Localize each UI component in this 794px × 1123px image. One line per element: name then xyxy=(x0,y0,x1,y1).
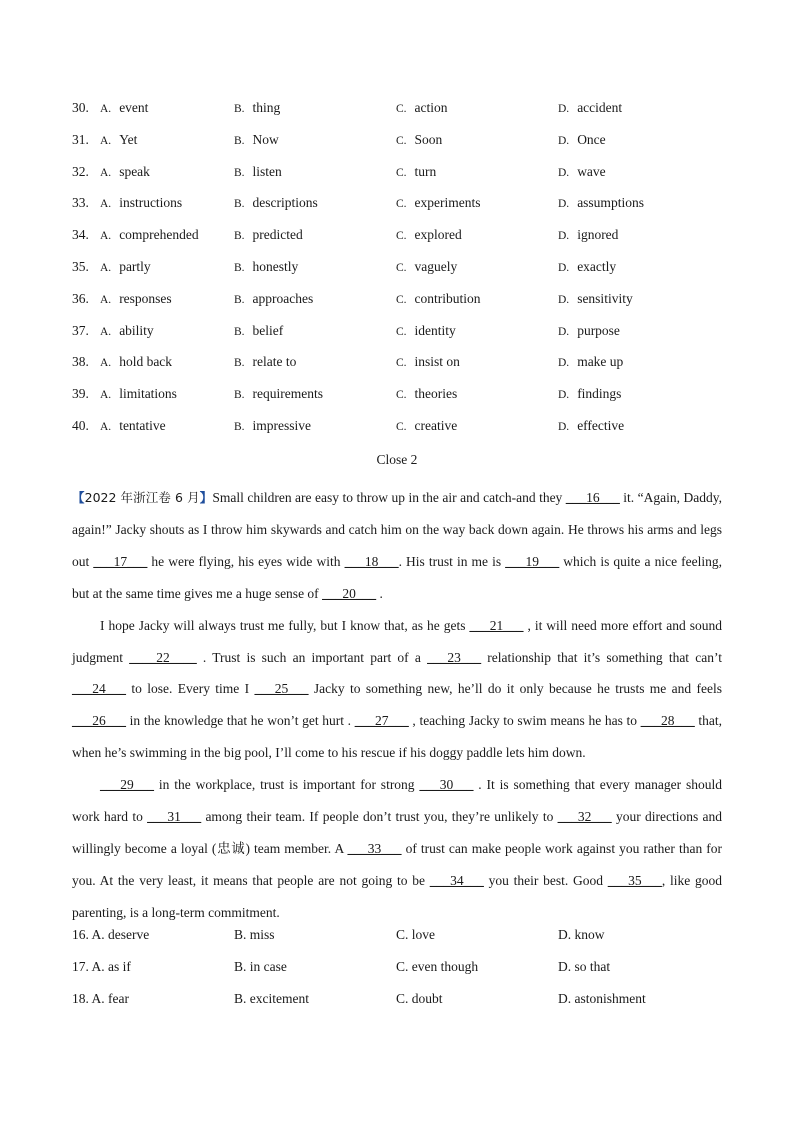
option-text: Once xyxy=(577,131,606,147)
answer-option-row xyxy=(72,927,732,959)
option-letter: D. xyxy=(558,230,570,243)
option-letter: C. xyxy=(396,230,407,243)
passage-text: I hope Jacky will always trust me fully, but I know that, as he gets xyxy=(100,617,470,633)
option-b xyxy=(234,418,311,434)
question-number: 32. xyxy=(72,163,89,179)
option-letter: D. xyxy=(558,103,570,115)
answer-blank: ___26___ xyxy=(72,713,126,729)
option-letter: B. xyxy=(234,261,245,274)
option-letter: C. xyxy=(396,261,407,274)
option-letter: A. xyxy=(100,198,112,211)
option-text: limitations xyxy=(119,386,177,402)
option-row xyxy=(72,259,732,291)
answer-blank: ___21___ xyxy=(469,617,524,633)
option-c xyxy=(396,386,457,402)
answer-blank: ___31___ xyxy=(147,809,202,825)
option-b xyxy=(234,323,283,339)
passage-text: . It is something that every manager should work hard to xyxy=(72,777,722,825)
option-letter: D. xyxy=(558,293,570,306)
question-number: 38. xyxy=(72,354,89,370)
option-a xyxy=(100,291,172,307)
option-text: Now xyxy=(252,131,279,147)
answer-blank: ___35___ xyxy=(607,872,662,888)
passage-text: , teaching Jacky to swim means he has to xyxy=(408,713,641,729)
option-a xyxy=(100,354,172,370)
question-number: 36. xyxy=(72,290,89,306)
option-text: Soon xyxy=(414,131,443,147)
option-text: action xyxy=(414,100,448,115)
answer-option-d: D. so that xyxy=(558,958,611,974)
option-letter: D. xyxy=(558,357,570,370)
option-row xyxy=(72,132,732,164)
option-letter: B. xyxy=(234,103,245,115)
option-text: relate to xyxy=(252,354,297,370)
answer-option-a: 18. A. fear xyxy=(72,990,129,1006)
option-letter: A. xyxy=(100,230,112,243)
option-text: event xyxy=(119,100,149,115)
option-d xyxy=(558,323,620,339)
option-b xyxy=(234,291,313,307)
option-text: listen xyxy=(252,163,282,179)
option-letter: C. xyxy=(396,103,407,115)
options-table-30-40 xyxy=(72,100,732,450)
answer-blank: ___32___ xyxy=(557,809,612,825)
option-row xyxy=(72,323,732,355)
option-text: vaguely xyxy=(414,258,458,274)
passage-text: , it will need more effort and sound judgment xyxy=(72,617,722,665)
answer-blank: ___18___ xyxy=(344,553,399,569)
option-c xyxy=(396,418,457,434)
answer-option-a: 16. A. deserve xyxy=(72,927,150,942)
option-text: ignored xyxy=(577,227,619,243)
option-letter: D. xyxy=(558,166,570,179)
option-text: responses xyxy=(119,290,172,306)
option-text: effective xyxy=(577,417,625,433)
passage-text: Jacky to something new, he’ll do it only because he trusts me and feels xyxy=(308,681,722,697)
option-letter: D. xyxy=(558,261,570,274)
passage-text: . His trust in me is xyxy=(398,553,506,569)
option-d xyxy=(558,195,644,211)
answer-blank: ____22____ xyxy=(129,649,197,665)
option-letter: B. xyxy=(234,230,245,243)
option-d xyxy=(558,291,633,307)
option-a xyxy=(100,100,148,116)
option-letter: A. xyxy=(100,134,112,147)
option-c xyxy=(396,132,442,148)
option-text: impressive xyxy=(252,417,312,433)
option-text: instructions xyxy=(119,195,183,211)
option-d xyxy=(558,100,622,116)
option-a xyxy=(100,227,199,243)
passage-text: . Trust is such an important part of a xyxy=(196,649,428,665)
option-letter: A. xyxy=(100,420,112,433)
paragraph-1-text xyxy=(72,490,722,601)
option-c xyxy=(396,354,460,370)
answer-blank: ___16___ xyxy=(565,490,620,505)
option-c xyxy=(396,100,448,116)
option-text: Yet xyxy=(119,131,138,147)
answer-blank: ___33___ xyxy=(347,840,402,856)
question-number: 33. xyxy=(72,195,89,211)
option-letter: B. xyxy=(234,420,245,433)
option-text: hold back xyxy=(119,354,173,370)
option-text: ability xyxy=(119,322,154,338)
option-text: theories xyxy=(414,386,458,402)
option-letter: C. xyxy=(396,293,407,306)
passage-text: it. “Again, Daddy, again!” Jacky shouts as I throw him skywards and catch him on the way back down again. He throws his arms and legs out xyxy=(72,490,722,569)
option-text: insist on xyxy=(414,354,460,370)
option-text: speak xyxy=(119,163,150,179)
option-letter: C. xyxy=(396,420,407,433)
option-a xyxy=(100,132,137,148)
answer-blank: ___17___ xyxy=(93,553,148,569)
answer-option-d: D. astonishment xyxy=(558,990,646,1006)
option-c xyxy=(396,259,457,275)
answer-blank: ___20___ xyxy=(322,585,377,601)
option-text: purpose xyxy=(577,322,620,338)
question-number: 30. xyxy=(72,100,89,115)
option-letter: A. xyxy=(100,103,112,115)
option-letter: B. xyxy=(234,166,245,179)
option-row xyxy=(72,100,732,132)
passage-text: among their team. If people don’t trust you, they’re unlikely to xyxy=(201,809,558,825)
answer-blank: ___25___ xyxy=(254,681,309,697)
answer-blank: ___27___ xyxy=(354,713,409,729)
option-letter: B. xyxy=(234,357,245,370)
option-text: requirements xyxy=(252,386,324,402)
option-text: honestly xyxy=(252,258,299,274)
option-text: sensitivity xyxy=(577,290,633,306)
option-c xyxy=(396,291,481,307)
option-text: comprehended xyxy=(119,227,199,243)
section-title: Close 2 xyxy=(376,452,418,467)
answer-blank: ___30___ xyxy=(419,777,474,793)
option-text: predicted xyxy=(252,227,303,243)
answer-blank: ___28___ xyxy=(640,713,695,729)
option-c xyxy=(396,164,436,180)
passage-text: that, when he’s swimming in the big pool, I’ll come to his rescue if his doggy paddle lets him down. xyxy=(72,713,722,761)
option-row xyxy=(72,291,732,323)
option-text: make up xyxy=(577,354,624,370)
question-number: 34. xyxy=(72,227,89,243)
option-row xyxy=(72,227,732,259)
passage-text: in the knowledge that he won’t get hurt . xyxy=(126,713,355,729)
passage-text: which is quite a nice feeling, but at the same time gives me a huge sense of xyxy=(72,553,722,601)
option-text: contribution xyxy=(414,290,481,306)
answer-option-c: C. love xyxy=(396,927,435,942)
answer-option-d: D. know xyxy=(558,927,605,942)
answer-option-b: B. in case xyxy=(234,958,287,974)
answer-blank: ___29___ xyxy=(100,777,154,793)
option-b xyxy=(234,259,298,275)
option-letter: A. xyxy=(100,166,112,179)
passage-text: , like good parenting, is a long-term commitment. xyxy=(72,872,722,920)
option-a xyxy=(100,386,177,402)
answer-option-b: B. miss xyxy=(234,927,275,942)
option-text: tentative xyxy=(119,417,166,433)
option-text: descriptions xyxy=(252,195,318,211)
option-a xyxy=(100,323,154,339)
option-letter: B. xyxy=(234,325,245,338)
answer-blank: ___34___ xyxy=(429,872,484,888)
passage-text: to lose. Every time I xyxy=(126,681,255,697)
option-letter: C. xyxy=(396,357,407,370)
passage-text: of trust can make people work against you rather than for you. At the very least, it means that people are not going to be xyxy=(72,840,722,888)
option-b xyxy=(234,386,323,402)
option-letter: A. xyxy=(100,325,112,338)
option-d xyxy=(558,132,606,148)
option-c xyxy=(396,323,456,339)
option-text: creative xyxy=(414,417,458,433)
option-letter: B. xyxy=(234,293,245,306)
option-d xyxy=(558,227,618,243)
passage-paragraph-2 xyxy=(72,610,722,770)
passage-text: . xyxy=(376,585,383,601)
passage-text: in the workplace, trust is important for strong xyxy=(154,777,420,793)
passage-paragraph-3 xyxy=(72,769,722,929)
option-row xyxy=(72,195,732,227)
option-d xyxy=(558,418,624,434)
option-letter: B. xyxy=(234,198,245,211)
option-a xyxy=(100,259,151,275)
option-letter: C. xyxy=(396,166,407,179)
option-letter: C. xyxy=(396,198,407,211)
option-text: findings xyxy=(577,386,622,402)
option-letter: A. xyxy=(100,293,112,306)
option-text: exactly xyxy=(577,258,617,274)
answer-option-b: B. excitement xyxy=(234,990,309,1006)
answer-blank: ___23___ xyxy=(427,649,482,665)
option-text: turn xyxy=(414,163,437,179)
answer-option-row xyxy=(72,991,732,1023)
option-c xyxy=(396,227,462,243)
option-text: identity xyxy=(414,322,456,338)
answer-option-c: C. doubt xyxy=(396,990,443,1006)
option-letter: D. xyxy=(558,420,570,433)
option-text: accident xyxy=(577,100,623,115)
option-letter: D. xyxy=(558,134,570,147)
option-a xyxy=(100,164,150,180)
answer-blank: ___19___ xyxy=(505,553,560,569)
source-tag: 【2022 年浙江卷 6 月】 xyxy=(72,490,213,505)
option-letter: D. xyxy=(558,325,570,338)
passage-text: your directions and willingly become a loyal (忠诚) team member. A xyxy=(72,809,723,856)
answer-blank: ___24___ xyxy=(72,681,126,697)
option-letter: A. xyxy=(100,261,112,274)
option-text: experiments xyxy=(414,195,481,211)
option-letter: D. xyxy=(558,389,570,402)
option-letter: C. xyxy=(396,134,407,147)
passage-paragraph-1 xyxy=(72,482,722,610)
option-letter: A. xyxy=(100,389,112,402)
option-row xyxy=(72,418,732,450)
option-d xyxy=(558,259,616,275)
question-number: 37. xyxy=(72,322,89,338)
option-text: explored xyxy=(414,227,462,243)
passage-text: you their best. Good xyxy=(483,872,608,888)
question-number: 35. xyxy=(72,258,89,274)
option-b xyxy=(234,164,282,180)
option-text: thing xyxy=(252,100,281,115)
option-d xyxy=(558,354,623,370)
option-letter: A. xyxy=(100,357,112,370)
option-letter: C. xyxy=(396,325,407,338)
option-b xyxy=(234,132,279,148)
option-letter: C. xyxy=(396,389,407,402)
option-b xyxy=(234,227,303,243)
answers-table-16-18 xyxy=(72,927,732,1022)
option-row xyxy=(72,354,732,386)
passage-text: he were flying, his eyes wide with xyxy=(147,553,345,569)
option-b xyxy=(234,354,296,370)
option-text: belief xyxy=(252,322,284,338)
option-d xyxy=(558,386,621,402)
answer-option-a: 17. A. as if xyxy=(72,958,131,974)
option-letter: B. xyxy=(234,134,245,147)
question-number: 39. xyxy=(72,386,89,402)
option-c xyxy=(396,195,481,211)
option-text: assumptions xyxy=(577,195,644,211)
cloze-passage xyxy=(72,482,722,929)
option-d xyxy=(558,164,606,180)
option-text: partly xyxy=(119,258,151,274)
option-a xyxy=(100,195,182,211)
option-a xyxy=(100,418,166,434)
option-letter: D. xyxy=(558,198,570,211)
question-number: 31. xyxy=(72,131,89,147)
passage-text: Small children are easy to throw up in the air and catch-and they xyxy=(212,490,566,505)
option-letter: B. xyxy=(234,389,245,402)
option-row xyxy=(72,386,732,418)
option-b xyxy=(234,195,318,211)
passage-text: relationship that it’s something that can’t xyxy=(481,649,722,665)
answer-option-row xyxy=(72,959,732,991)
option-text: approaches xyxy=(252,290,314,306)
question-number: 40. xyxy=(72,417,89,433)
option-row xyxy=(72,164,732,196)
option-b xyxy=(234,100,280,116)
option-text: wave xyxy=(577,163,606,179)
answer-option-c: C. even though xyxy=(396,958,479,974)
